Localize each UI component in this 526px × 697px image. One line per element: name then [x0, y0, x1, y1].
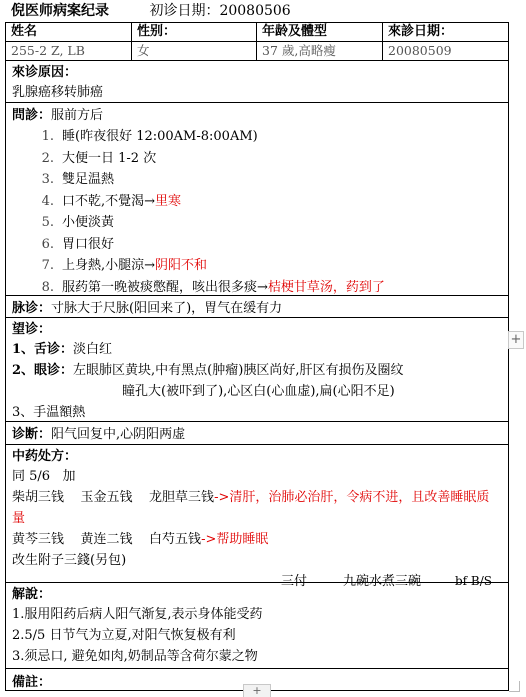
list-item: 6. 胃口很好: [41, 236, 115, 252]
list-item: 8. 服药第一晚被痰憋醒，咳出很多痰→桔梗甘草汤，药到了: [41, 279, 385, 295]
finding-text: 阴阳不和: [155, 258, 208, 273]
prescription-section: [5, 445, 509, 589]
prescription-base: 同 5/6: [12, 469, 51, 484]
add-row-handle-icon[interactable]: +: [243, 684, 271, 697]
reason-section: [5, 61, 509, 103]
list-item: 4. 口不乾,不覺渴→里寒: [41, 193, 182, 209]
pulse-text: 寸脉大于尺脉(阳回来了)，胃气在缓有力: [51, 301, 283, 316]
col-name-header: 姓名: [6, 23, 132, 41]
col-visit-date-header: 來診日期：: [388, 24, 454, 39]
explanation-label: 解說：: [12, 587, 52, 602]
prescription-label: 中药处方：: [12, 449, 78, 464]
tongue-text: 淡白红: [73, 342, 113, 357]
patient-age-build: 37 歲,高略瘦: [257, 42, 383, 60]
dose-count: 三付: [280, 574, 307, 589]
tongue-label: 1、舌诊：: [12, 342, 74, 357]
explanation-item: 3.须忌口, 避免如肉,奶制品等含荷尔蒙之物: [12, 649, 258, 664]
hand-text: 3、手温額熱: [12, 405, 86, 420]
reason-label: 來诊原因：: [12, 65, 78, 80]
arrow-icon: →: [257, 279, 268, 295]
finding-text: 里寒: [155, 193, 182, 209]
inquiry-list: [12, 126, 502, 298]
patient-id: 255-2 Z, LB: [6, 42, 132, 60]
herb-line-3: 改生附子三錢(另包): [12, 553, 127, 568]
pulse-label: 脉诊：: [12, 301, 52, 316]
finding-text: 桔梗甘草汤，药到了: [267, 279, 385, 295]
inquiry-label: 問診：: [12, 108, 52, 123]
herb-line-2: 黄芩三钱 黄连二钱 白芍五钱: [12, 532, 202, 547]
reason-text: 乳腺癌移转肺癌: [12, 85, 104, 100]
medical-record-document: [5, 0, 509, 691]
col-age-header: 年龄及體型: [257, 23, 383, 41]
herb-line-1: 柴胡三钱 玉金五钱 龙胆草三钱: [12, 490, 215, 505]
list-item: 5. 小便淡黃: [41, 215, 115, 230]
observation-label: 望诊：: [12, 322, 52, 337]
herb-note-1: ->清肝，治肺必治肝，令病不进，且改善睡眠质量: [12, 490, 490, 526]
patient-sex: 女: [132, 42, 257, 60]
eye-text-1: 左眼肺区黄块,中有黑点(肿瘤)胰区尚好,肝区有损伤及圈纹: [73, 363, 404, 378]
pulse-section: [5, 296, 509, 318]
arrow-icon: →: [144, 193, 156, 209]
prescription-add: 加: [62, 469, 76, 484]
eye-text-2: 瞳孔大(被吓到了),心区白(心血虚),扁(心阳不足): [122, 384, 395, 399]
expand-handle-icon[interactable]: +: [508, 331, 524, 349]
explanation-item: 2.5/5 日节气为立夏,对阳气恢复极有利: [12, 628, 236, 643]
visit-date: 20080509: [388, 43, 452, 58]
eye-label: 2、眼诊：: [12, 363, 74, 378]
info-table-header: [5, 23, 509, 42]
list-item: 1. 睡(昨夜很好 12:00AM-8:00AM): [41, 129, 258, 144]
explanation-section: [5, 583, 509, 669]
diagnosis-section: [5, 422, 509, 445]
explanation-item: 1.服用阳药后病人阳气渐复,表示身体能受药: [12, 607, 263, 622]
list-item: 3. 雙足温熱: [41, 172, 115, 187]
resize-corner-icon[interactable]: [509, 681, 520, 692]
col-sex-header: 性别：: [132, 23, 257, 41]
diagnosis-text: 阳气回复中,心阴阳两虚: [51, 427, 186, 442]
record-title: 倪医师病案纪录: [11, 3, 109, 19]
inquiry-section: [5, 103, 509, 296]
record-title-row: [5, 0, 509, 23]
list-item: 7. 上身熱,小腿涼→阴阳不和: [41, 258, 208, 273]
decoction-method: 九碗水煮三碗: [342, 574, 421, 589]
prescription-code: bf B/S: [454, 574, 492, 588]
remarks-label: 備註：: [12, 675, 52, 690]
herb-note-2: ->帮助睡眠: [201, 532, 269, 547]
observation-section: [5, 318, 509, 422]
first-visit-date: 20080506: [219, 3, 291, 19]
first-visit-label: 初诊日期：: [149, 3, 220, 19]
inquiry-note: 服前方后: [51, 108, 104, 123]
list-item: 2. 大便一日 1-2 次: [41, 150, 157, 166]
diagnosis-label: 诊断：: [12, 427, 52, 442]
info-table-values: [5, 42, 509, 61]
arrow-icon: →: [144, 258, 156, 273]
